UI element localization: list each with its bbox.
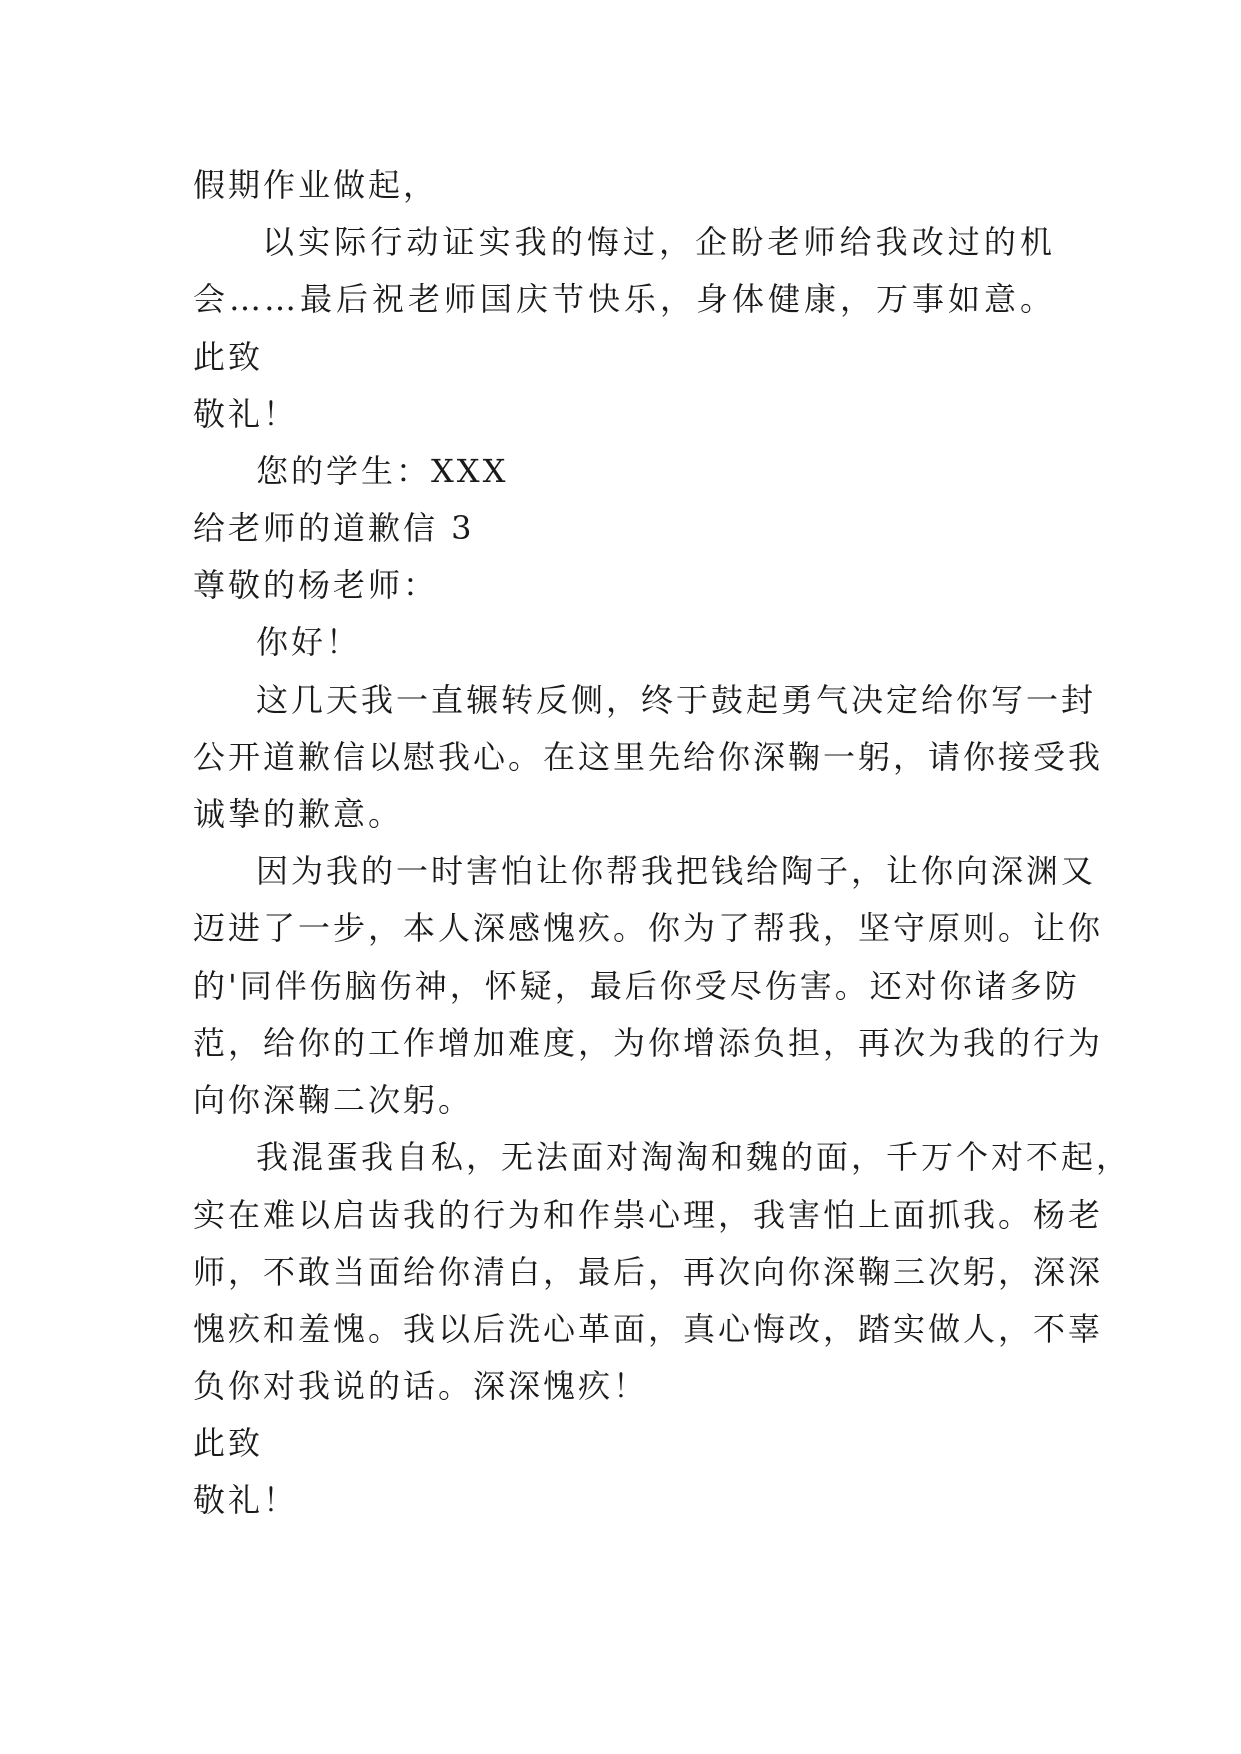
text-line: 诚挚的歉意。 (193, 795, 404, 833)
text-line: 因为我的一时害怕让你帮我把钱给陶子，让你向深渊又 (256, 852, 1097, 890)
text-line: 尊敬的杨老师： (193, 566, 439, 604)
text-line: 实在难以启齿我的行为和作祟心理，我害怕上面抓我。杨老 (193, 1196, 1104, 1234)
text-line: 迈进了一步，本人深感愧疚。你为了帮我，坚守原则。让你 (193, 909, 1104, 947)
text-line: 的'同伴伤脑伤神，怀疑，最后你受尽伤害。还对你诸多防 (193, 967, 1080, 1005)
text-line: 负你对我说的话。深深愧疚！ (193, 1367, 649, 1405)
text-line: 范，给你的工作增加难度，为你增添负担，再次为我的行为 (193, 1024, 1104, 1062)
text-line: 此致 (193, 338, 264, 376)
text-line: 给老师的道歉信 3 (193, 509, 475, 547)
text-line: 你好！ (256, 623, 362, 661)
text-line: 我混蛋我自私，无法面对淘淘和魏的面，千万个对不起， (256, 1138, 1132, 1176)
text-line: 以实际行动证实我的悔过，企盼老师给我改过的机 (262, 223, 1055, 261)
text-line: 师，不敢当面给你清白，最后，再次向你深鞠三次躬，深深 (193, 1253, 1104, 1291)
text-line: 愧疚和羞愧。我以后洗心革面，真心悔改，踏实做人，不辜 (193, 1310, 1104, 1348)
text-line: 公开道歉信以慰我心。在这里先给你深鞠一躬，请你接受我 (193, 738, 1104, 776)
text-line: 假期作业做起， (193, 166, 439, 204)
text-line: 会……最后祝老师国庆节快乐，身体健康，万事如意。 (193, 280, 1055, 318)
text-line: 敬礼！ (193, 395, 299, 433)
text-line: 向你深鞠二次躬。 (193, 1081, 474, 1119)
text-line: 敬礼！ (193, 1481, 299, 1519)
text-line: 此致 (193, 1424, 264, 1462)
text-line: 这几天我一直辗转反侧，终于鼓起勇气决定给你写一封 (256, 681, 1097, 719)
text-line: 您的学生：XXX (256, 452, 509, 490)
